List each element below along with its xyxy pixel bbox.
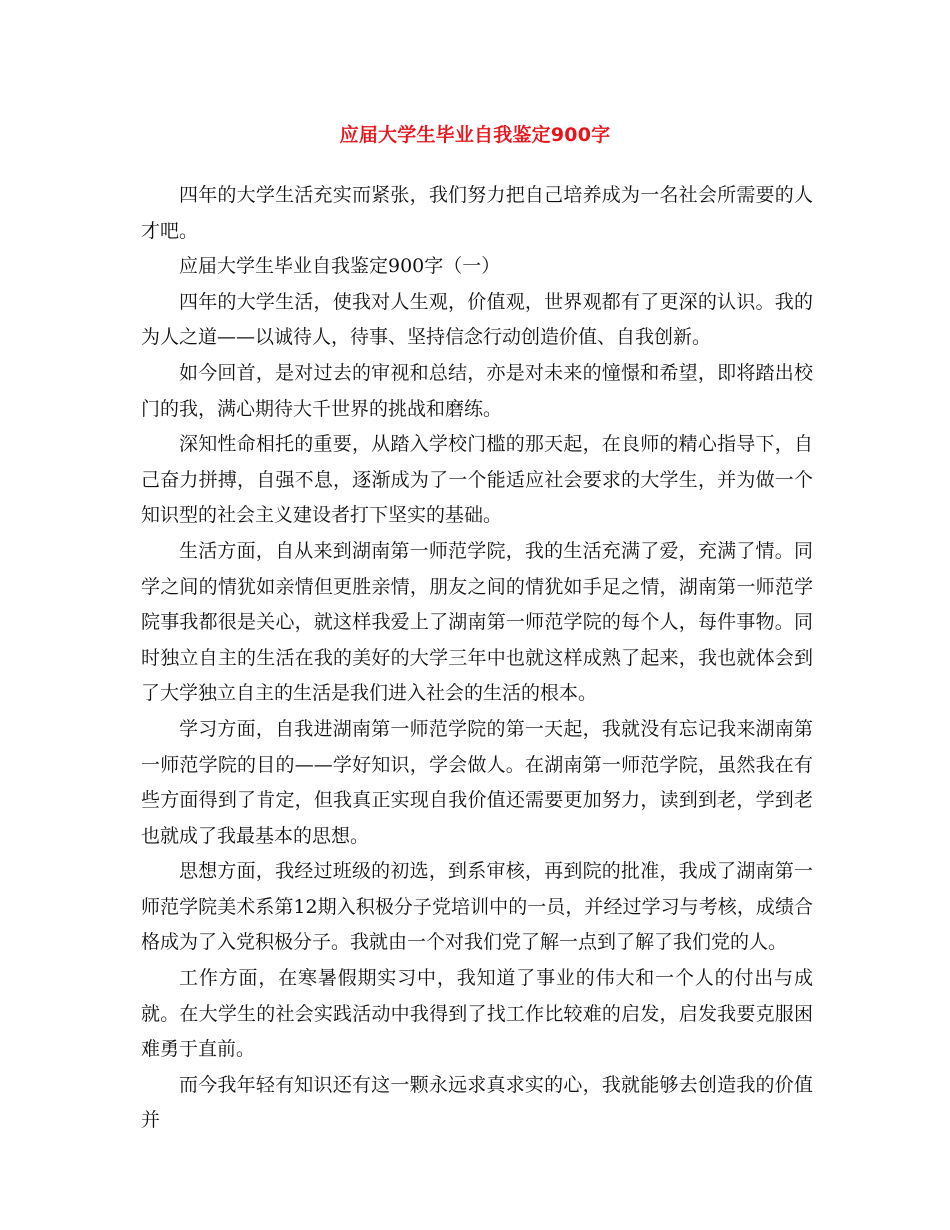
paragraph-study: 学习方面，自我进湖南第一师范学院的第一天起，我就没有忘记我来湖南第一师范学院的目的——学好知识，学会做人。在湖南第一师范学院，虽然我在有些方面得到了肯定，但我真正实现自我价值还需要更加努力，读到到老，学到老也就成了我最基本的思想。 — [141, 717, 813, 847]
section-heading: 应届大学生毕业自我鉴定900字（一） — [179, 255, 501, 278]
paragraph-life: 生活方面，自从来到湖南第一师范学院，我的生活充满了爱，充满了情。同学之间的情犹如亲情但更胜亲情，朋友之间的情犹如手足之情，湖南第一师范学院事我都很是关心，就这样我爱上了湖南第一师范学院的每个人，每件事物。同时独立自主的生活在我的美好的大学三年中也就这样成熟了起来，我也就体会到了大学独立自主的生活是我们进入社会的生活的根本。 — [141, 539, 813, 705]
document-body — [141, 178, 813, 1139]
paragraph-worldview: 四年的大学生活，使我对人生观，价值观，世界观都有了更深的认识。我的为人之道——以诚待人，待事、坚持信念行动创造价值、自我创新。 — [141, 290, 813, 349]
paragraph-thought: 思想方面，我经过班级的初选，到系审核，再到院的批准，我成了湖南第一师范学院美术系第12期入积极分子党培训中的一员，并经过学习与考核，成绩合格成为了入党积极分子。我就由一个对我们党了解一点到了解了我们党的人。 — [141, 860, 813, 954]
paragraph-intro: 四年的大学生活充实而紧张，我们努力把自己培养成为一名社会所需要的人才吧。 — [141, 184, 813, 242]
paragraph-looking-back: 如今回首，是对过去的审视和总结，亦是对未来的憧憬和希望，即将踏出校门的我，满心期待大千世界的挑战和磨练。 — [141, 361, 813, 420]
paragraph-growth: 深知性命相托的重要，从踏入学校门槛的那天起，在良师的精心指导下，自己奋力拼搏，自强不息，逐渐成为了一个能适应社会要求的大学生，并为做一个知识型的社会主义建设者打下坚实的基础。 — [141, 433, 813, 527]
document-title: 应届大学生毕业自我鉴定900字 — [339, 124, 611, 146]
paragraph-closing: 而今我年轻有知识还有这一颗永远求真求实的心，我就能够去创造我的价值并 — [141, 1073, 813, 1132]
paragraph-work: 工作方面，在寒暑假期实习中，我知道了事业的伟大和一个人的付出与成就。在大学生的社会实践活动中我得到了找工作比较难的启发，启发我要克服困难勇于直前。 — [141, 967, 813, 1061]
